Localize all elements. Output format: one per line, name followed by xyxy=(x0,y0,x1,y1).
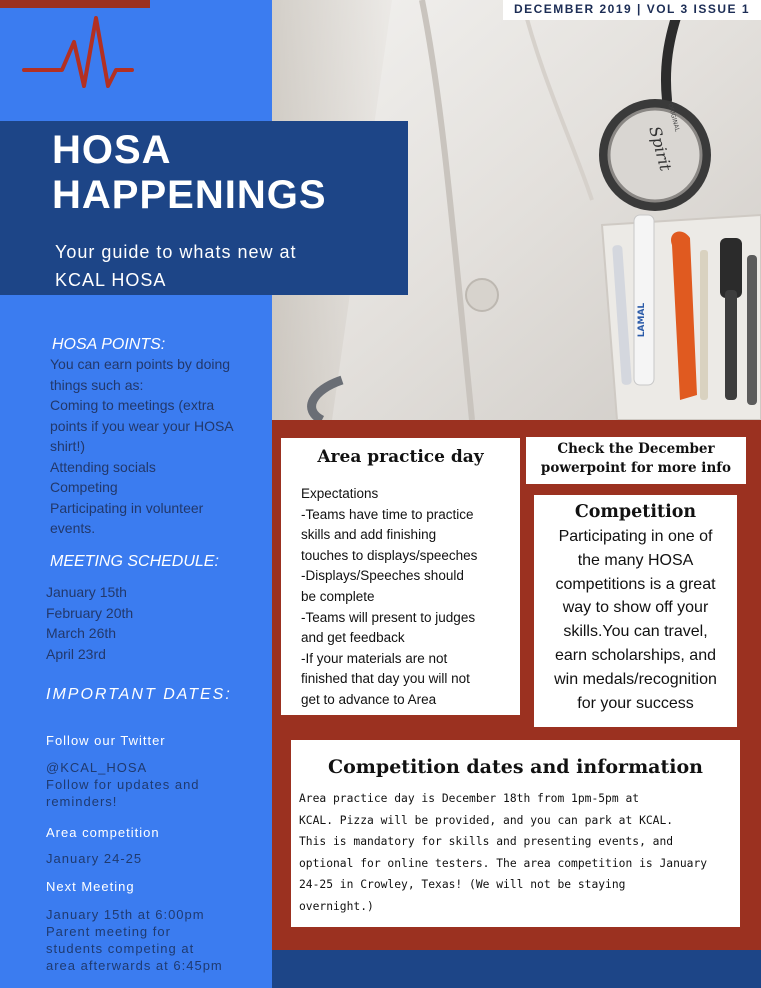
competition-line: skills.You can travel, xyxy=(563,623,708,641)
area-practice-text xyxy=(301,484,520,711)
competition-dates-card xyxy=(291,740,740,927)
competition-line: competitions is a great xyxy=(555,575,716,593)
points-line: You can earn points by doing xyxy=(50,356,231,372)
points-text xyxy=(50,354,270,539)
competition-line: Participating in one of xyxy=(558,528,713,545)
points-line: Competing xyxy=(50,479,118,495)
competition-card xyxy=(534,495,737,727)
competition-text xyxy=(534,525,737,715)
points-line: points if you wear your HOSA xyxy=(50,417,234,434)
meeting-date: January 15th xyxy=(46,584,127,600)
area-practice-line: be complete xyxy=(301,588,375,604)
next-meeting-line: January 15th at 6:00pm xyxy=(46,907,205,922)
stethoscope-brand-text: Spirit xyxy=(645,124,676,174)
area-practice-line: touches to displays/speeches xyxy=(301,547,478,563)
top-accent-strip-blue xyxy=(150,0,272,8)
check-line-2: powerpoint for more info xyxy=(540,460,732,476)
competition-line: way to show off your xyxy=(562,599,709,617)
subtitle-line-2: KCAL HOSA xyxy=(55,270,167,290)
newsletter-title xyxy=(52,128,392,218)
competition-line: the many HOSA xyxy=(577,551,694,569)
area-practice-line: and get feedback xyxy=(301,630,405,646)
competition-dates-line: This is mandatory for skills and presenting events, and xyxy=(299,835,674,849)
area-practice-line: -Teams have time to practice xyxy=(301,506,474,522)
area-practice-line: Expectations xyxy=(301,486,379,501)
area-practice-line: get to advance to Area xyxy=(301,691,437,707)
pen-brand-text: LAMAL xyxy=(637,302,647,338)
area-practice-line: skills and add finishing xyxy=(301,527,437,543)
competition-dates-title: Competition dates and information xyxy=(328,756,703,778)
competition-title: Competition xyxy=(574,502,697,522)
points-line: Coming to meetings (extra xyxy=(50,397,215,413)
points-heading: HOSA POINTS: xyxy=(52,336,166,353)
competition-dates-line: optional for online testers. The area competition is January xyxy=(299,856,708,870)
competition-dates-text xyxy=(299,788,740,918)
area-practice-title: Area practice day xyxy=(317,447,484,467)
points-line: events. xyxy=(50,520,96,536)
subtitle-line-1: Your guide to whats new at xyxy=(55,242,297,262)
twitter-heading: Follow our Twitter xyxy=(46,733,166,748)
area-competition-date: January 24-25 xyxy=(46,851,143,866)
heartbeat-icon xyxy=(22,12,134,94)
points-line: shirt!) xyxy=(50,438,85,454)
area-practice-line: -If your materials are not xyxy=(301,650,448,666)
next-meeting-line: students competing at xyxy=(46,941,195,956)
area-competition-heading: Area competition xyxy=(46,825,160,840)
check-powerpoint-card xyxy=(526,437,746,484)
competition-line: for your success xyxy=(577,694,694,712)
newsletter-subtitle xyxy=(55,238,395,294)
area-practice-line: finished that day you will not xyxy=(301,671,470,687)
competition-line: earn scholarships, and xyxy=(555,646,716,664)
top-accent-strip xyxy=(0,0,150,8)
issue-label: DECEMBER 2019 | VOL 3 ISSUE 1 xyxy=(503,0,761,20)
meeting-date: February 20th xyxy=(46,604,134,621)
important-dates-heading: IMPORTANT DATES: xyxy=(46,686,232,703)
meeting-schedule-list xyxy=(46,582,266,664)
points-line: things such as: xyxy=(50,376,144,393)
area-practice-card xyxy=(281,438,520,715)
title-line-1: HOSA xyxy=(52,128,172,172)
competition-dates-line: 24-25 in Crowley, Texas! (We will not be staying xyxy=(299,878,626,892)
title-line-2: HAPPENINGS xyxy=(52,173,327,217)
next-meeting-heading: Next Meeting xyxy=(46,879,135,894)
check-line-1: Check the December xyxy=(557,441,715,457)
twitter-handle: @KCAL_HOSA xyxy=(46,760,148,775)
points-line: Attending socials xyxy=(50,458,156,475)
competition-dates-line: Area practice day is December 18th from 1pm-5pm at xyxy=(299,792,640,805)
next-meeting-line: Parent meeting for xyxy=(46,924,171,939)
stethoscope-brand-subtext: ORIGINAL xyxy=(666,102,681,133)
meeting-date: April 23rd xyxy=(46,645,106,662)
competition-dates-line: KCAL. Pizza will be provided, and you can park at KCAL. xyxy=(299,813,674,827)
next-meeting-info xyxy=(46,906,270,974)
bottom-band xyxy=(272,950,761,988)
twitter-line: reminders! xyxy=(46,794,118,809)
competition-dates-line: overnight.) xyxy=(299,899,374,913)
meeting-date: March 26th xyxy=(46,625,117,641)
competition-line: win medals/recognition xyxy=(554,670,717,688)
twitter-line: Follow for updates and xyxy=(46,777,200,792)
next-meeting-line: area afterwards at 6:45pm xyxy=(46,958,223,973)
area-practice-line: -Displays/Speeches should xyxy=(301,568,464,584)
twitter-info xyxy=(46,759,270,810)
points-line: Participating in volunteer xyxy=(50,499,204,516)
meeting-schedule-heading: MEETING SCHEDULE: xyxy=(50,553,219,570)
area-practice-line: -Teams will present to judges xyxy=(301,609,476,625)
